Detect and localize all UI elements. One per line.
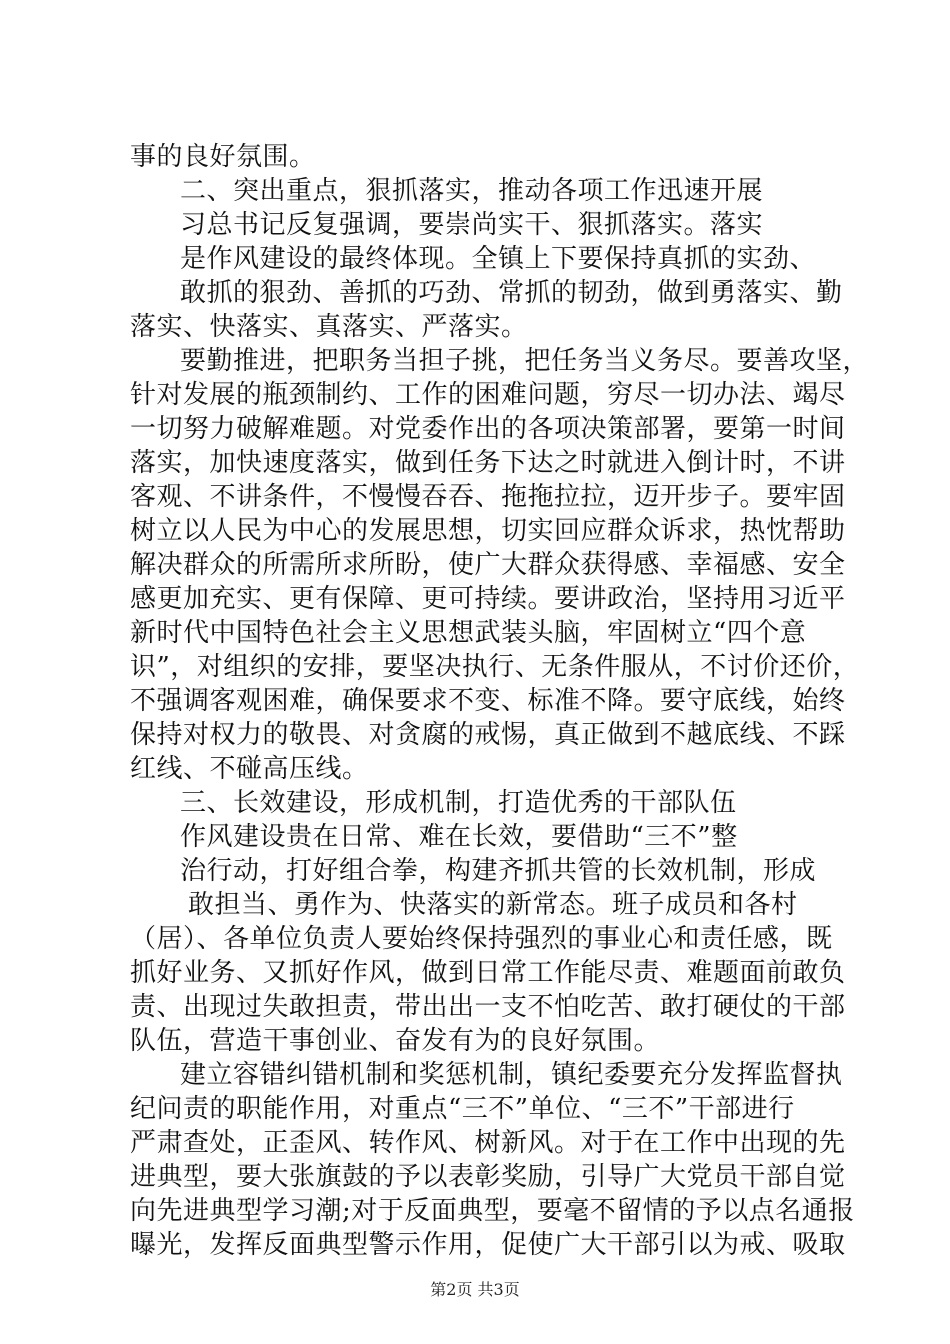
text-line: 进典型，要大张旗鼓的予以表彰奖励，引导广大党员干部自觉 [130, 1162, 846, 1192]
text-line: 队伍，营造干事创业、奋发有为的良好氛围。 [130, 1026, 661, 1056]
section-heading: 三、长效建设，形成机制，打造优秀的干部队伍 [180, 788, 737, 818]
text-line: 红线、不碰高压线。 [130, 754, 369, 784]
text-line: 感更加充实、更有保障、更可持续。要讲政治，坚持用习近平 [130, 584, 846, 614]
text-line: 抓好业务、又抓好作风，做到日常工作能尽责、难题面前敢负 [130, 958, 846, 988]
text-line: 严肃查处，正歪风、转作风、树新风。对于在工作中出现的先 [130, 1128, 846, 1158]
text-line: 敢抓的狠劲、善抓的巧劲、常抓的韧劲，做到勇落实、勤 [180, 278, 843, 308]
text-line: 客观、不讲条件，不慢慢吞吞、拖拖拉拉，迈开步子。要牢固 [130, 482, 846, 512]
page-footer: 第2页 共3页 [430, 1280, 520, 1299]
text-line: 不强调客观困难，确保要求不变、标准不降。要守底线，始终 [130, 686, 846, 716]
text-line: 落实、快落实、真落实、严落实。 [130, 312, 528, 342]
text-line: 作风建设贵在日常、难在长效，要借助“三不”整 [180, 822, 738, 852]
text-line: 一切努力破解难题。对党委作出的各项决策部署，要第一时间 [130, 414, 846, 444]
text-line: 纪问责的职能作用，对重点“三不”单位、“三不”干部进行 [130, 1094, 795, 1124]
text-line: 针对发展的瓶颈制约、工作的困难问题，穷尽一切办法、竭尽 [130, 380, 846, 410]
text-line: 树立以人民为中心的发展思想，切实回应群众诉求，热忱帮助 [130, 516, 846, 546]
text-line: 识”，对组织的安排，要坚决执行、无条件服从，不讨价还价， [130, 652, 860, 682]
text-line: （居）、各单位负责人要始终保持强烈的事业心和责任感，既 [130, 924, 833, 954]
text-line: 新时代中国特色社会主义思想武装头脑，牢固树立“四个意 [130, 618, 807, 648]
text-line: 向先进典型学习潮;对于反面典型，要毫不留情的予以点名通报 [130, 1196, 855, 1226]
text-line: 责、出现过失敢担责，带出出一支不怕吃苦、敢打硬仗的干部 [130, 992, 846, 1022]
text-line: 事的良好氛围。 [130, 142, 316, 172]
text-line: 习总书记反复强调，要崇尚实干、狠抓落实。落实 [180, 210, 764, 240]
text-line: 敢担当、勇作为、快落实的新常态。班子成员和各村 [188, 890, 798, 920]
text-line: 建立容错纠错机制和奖惩机制，镇纪委要充分发挥监督执 [180, 1060, 843, 1090]
text-line: 治行动，打好组合拳，构建齐抓共管的长效机制，形成 [180, 856, 817, 886]
section-heading: 二、突出重点，狠抓落实，推动各项工作迅速开展 [180, 176, 764, 206]
text-line: 要勤推进，把职务当担子挑，把任务当义务尽。要善攻坚， [180, 346, 870, 376]
text-line: 落实，加快速度落实，做到任务下达之时就进入倒计时，不讲 [130, 448, 846, 478]
text-line: 是作风建设的最终体现。全镇上下要保持真抓的实劲、 [180, 244, 817, 274]
text-line: 解决群众的所需所求所盼，使广大群众获得感、幸福感、安全 [130, 550, 846, 580]
text-line: 保持对权力的敬畏、对贪腐的戒惕，真正做到不越底线、不踩 [130, 720, 846, 750]
text-line: 曝光，发挥反面典型警示作用，促使广大干部引以为戒、吸取 [130, 1230, 846, 1260]
